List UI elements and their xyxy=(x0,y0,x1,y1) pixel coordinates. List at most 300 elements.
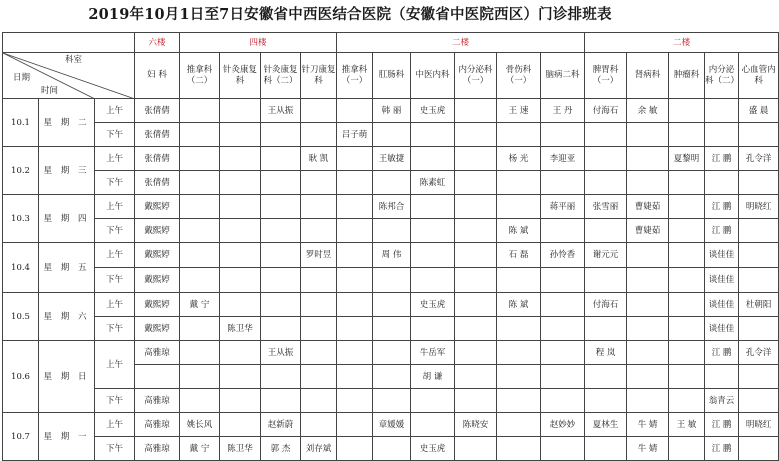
doctor-cell: 张倩倩 xyxy=(135,123,180,147)
doctor-cell xyxy=(301,317,337,341)
doctor-cell: 石 磊 xyxy=(497,243,541,268)
doctor-cell xyxy=(261,243,301,268)
schedule-row xyxy=(3,147,779,171)
doctor-cell: 陈 斌 xyxy=(497,293,541,317)
schedule-row xyxy=(3,293,779,317)
doctor-cell xyxy=(411,389,455,413)
date-cell: 10.5 xyxy=(3,293,39,341)
department-header: 针灸康复科 xyxy=(220,53,261,99)
doctor-cell: 杜朝阳 xyxy=(739,293,779,317)
doctor-cell xyxy=(261,389,301,413)
weekday-cell: 星 期 五 xyxy=(39,243,95,293)
doctor-cell xyxy=(220,123,261,147)
doctor-cell xyxy=(373,123,411,147)
doctor-cell: 杨 光 xyxy=(497,147,541,171)
doctor-cell xyxy=(455,341,497,365)
doctor-cell: 郭 杰 xyxy=(261,437,301,461)
doctor-cell xyxy=(497,171,541,195)
doctor-cell: 明晓红 xyxy=(739,413,779,437)
date-cell: 10.1 xyxy=(3,99,39,147)
doctor-cell: 曹婕茹 xyxy=(627,195,669,219)
doctor-cell: 陈卫华 xyxy=(220,437,261,461)
doctor-cell xyxy=(373,341,411,365)
department-header: 中医内科 xyxy=(411,53,455,99)
doctor-cell xyxy=(669,341,705,365)
doctor-cell xyxy=(585,437,627,461)
corner-time-label: 时间 xyxy=(41,86,59,96)
doctor-cell xyxy=(220,243,261,268)
doctor-cell xyxy=(220,365,261,389)
doctor-cell xyxy=(373,268,411,293)
doctor-cell xyxy=(455,195,497,219)
doctor-cell xyxy=(411,123,455,147)
doctor-cell xyxy=(541,123,585,147)
doctor-cell xyxy=(585,317,627,341)
doctor-cell xyxy=(585,219,627,243)
doctor-cell: 戴熙婷 xyxy=(135,195,180,219)
doctor-cell: 戴熙婷 xyxy=(135,268,180,293)
doctor-cell xyxy=(455,99,497,123)
doctor-cell xyxy=(337,341,373,365)
doctor-cell xyxy=(220,171,261,195)
doctor-cell xyxy=(337,243,373,268)
doctor-cell xyxy=(373,219,411,243)
doctor-cell xyxy=(301,99,337,123)
date-cell: 10.2 xyxy=(3,147,39,195)
doctor-cell xyxy=(411,413,455,437)
doctor-cell xyxy=(337,389,373,413)
doctor-cell xyxy=(739,389,779,413)
department-header: 肾病科 xyxy=(627,53,669,99)
doctor-cell xyxy=(705,171,739,195)
session-cell: 上午 xyxy=(95,99,135,123)
doctor-cell xyxy=(337,293,373,317)
doctor-cell xyxy=(180,99,220,123)
doctor-cell xyxy=(541,317,585,341)
schedule-row xyxy=(3,317,779,341)
doctor-cell: 戴熙婷 xyxy=(135,219,180,243)
doctor-cell xyxy=(373,437,411,461)
doctor-cell xyxy=(497,365,541,389)
doctor-cell: 张倩倩 xyxy=(135,147,180,171)
doctor-cell xyxy=(180,268,220,293)
doctor-cell xyxy=(220,389,261,413)
weekday-cell: 星 期 三 xyxy=(39,147,95,195)
doctor-cell xyxy=(180,243,220,268)
doctor-cell xyxy=(627,341,669,365)
doctor-cell xyxy=(585,147,627,171)
doctor-cell xyxy=(337,171,373,195)
doctor-cell xyxy=(220,195,261,219)
doctor-cell xyxy=(261,195,301,219)
weekday-cell: 星 期 四 xyxy=(39,195,95,243)
doctor-cell xyxy=(669,293,705,317)
session-cell: 下午 xyxy=(95,437,135,461)
doctor-cell xyxy=(220,268,261,293)
doctor-cell: 江 鹏 xyxy=(705,195,739,219)
doctor-cell xyxy=(497,317,541,341)
department-header: 推拿科（一） xyxy=(337,53,373,99)
doctor-cell xyxy=(301,413,337,437)
doctor-cell xyxy=(455,317,497,341)
doctor-cell: 王从振 xyxy=(261,341,301,365)
doctor-cell xyxy=(669,123,705,147)
doctor-cell xyxy=(180,365,220,389)
doctor-cell xyxy=(455,243,497,268)
doctor-cell: 吕子萌 xyxy=(337,123,373,147)
doctor-cell xyxy=(585,365,627,389)
doctor-cell: 陈邦合 xyxy=(373,195,411,219)
doctor-cell xyxy=(497,389,541,413)
doctor-cell xyxy=(455,293,497,317)
department-header: 针刀康复科 xyxy=(301,53,337,99)
doctor-cell xyxy=(220,147,261,171)
doctor-cell: 孔令洋 xyxy=(739,341,779,365)
doctor-cell: 高雅琼 xyxy=(135,413,180,437)
floor-header-2f-a: 二楼 xyxy=(337,33,585,53)
doctor-cell xyxy=(455,219,497,243)
session-cell: 下午 xyxy=(95,268,135,293)
doctor-cell xyxy=(497,268,541,293)
doctor-cell xyxy=(301,195,337,219)
doctor-cell xyxy=(541,293,585,317)
doctor-cell xyxy=(705,365,739,389)
schedule-row xyxy=(3,195,779,219)
doctor-cell: 周 伟 xyxy=(373,243,411,268)
schedule-body xyxy=(3,99,779,461)
doctor-cell xyxy=(301,219,337,243)
doctor-cell: 牛 婧 xyxy=(627,413,669,437)
doctor-cell xyxy=(337,437,373,461)
doctor-cell: 姚长风 xyxy=(180,413,220,437)
department-header: 脾胃科（一） xyxy=(585,53,627,99)
doctor-cell xyxy=(455,171,497,195)
doctor-cell xyxy=(585,389,627,413)
doctor-cell: 戴熙婷 xyxy=(135,317,180,341)
doctor-cell: 耿 凯 xyxy=(301,147,337,171)
doctor-cell: 高雅琼 xyxy=(135,341,180,365)
doctor-cell xyxy=(705,123,739,147)
doctor-cell xyxy=(585,171,627,195)
department-header: 内分泌科（二） xyxy=(705,53,739,99)
doctor-cell: 高雅琼 xyxy=(135,437,180,461)
doctor-cell: 史玉虎 xyxy=(411,293,455,317)
doctor-cell xyxy=(455,437,497,461)
doctor-cell: 赵新蔚 xyxy=(261,413,301,437)
schedule-row xyxy=(3,268,779,293)
schedule-title: 2019年10月1日至7日安徽省中西医结合医院（安徽省中医院西区）门诊排班表 xyxy=(88,6,612,23)
doctor-cell xyxy=(301,123,337,147)
doctor-cell xyxy=(739,171,779,195)
doctor-cell xyxy=(411,268,455,293)
doctor-cell xyxy=(261,317,301,341)
doctor-cell xyxy=(301,365,337,389)
doctor-cell xyxy=(669,268,705,293)
doctor-cell: 李迎亚 xyxy=(541,147,585,171)
doctor-cell xyxy=(627,293,669,317)
doctor-cell xyxy=(497,413,541,437)
doctor-cell: 王 速 xyxy=(497,99,541,123)
doctor-cell: 张倩倩 xyxy=(135,171,180,195)
doctor-cell xyxy=(739,268,779,293)
department-header-row xyxy=(3,53,779,99)
doctor-cell xyxy=(261,123,301,147)
doctor-cell: 余 敏 xyxy=(627,99,669,123)
doctor-cell: 蒋平丽 xyxy=(541,195,585,219)
doctor-cell xyxy=(261,147,301,171)
doctor-cell xyxy=(411,243,455,268)
doctor-cell xyxy=(411,195,455,219)
doctor-cell xyxy=(373,389,411,413)
doctor-cell xyxy=(627,123,669,147)
doctor-cell xyxy=(411,317,455,341)
doctor-cell: 江 鹏 xyxy=(705,219,739,243)
weekday-cell: 星 期 二 xyxy=(39,99,95,147)
doctor-cell xyxy=(669,437,705,461)
doctor-cell xyxy=(497,437,541,461)
doctor-cell: 张倩倩 xyxy=(135,99,180,123)
session-cell: 下午 xyxy=(95,219,135,243)
doctor-cell: 王 丹 xyxy=(541,99,585,123)
doctor-cell xyxy=(220,219,261,243)
doctor-cell: 罗时昱 xyxy=(301,243,337,268)
doctor-cell: 章媛媛 xyxy=(373,413,411,437)
doctor-cell xyxy=(180,147,220,171)
doctor-cell xyxy=(627,268,669,293)
session-cell: 上午 xyxy=(95,413,135,437)
doctor-cell: 谈佳佳 xyxy=(705,243,739,268)
date-cell: 10.7 xyxy=(3,413,39,461)
department-header: 内分泌科（一） xyxy=(455,53,497,99)
doctor-cell xyxy=(541,219,585,243)
doctor-cell xyxy=(180,219,220,243)
doctor-cell xyxy=(337,317,373,341)
doctor-cell xyxy=(627,171,669,195)
doctor-cell xyxy=(739,317,779,341)
doctor-cell xyxy=(220,341,261,365)
doctor-cell: 赵妙妙 xyxy=(541,413,585,437)
doctor-cell xyxy=(669,171,705,195)
schedule-row xyxy=(3,219,779,243)
doctor-cell: 史玉虎 xyxy=(411,437,455,461)
doctor-cell xyxy=(739,123,779,147)
doctor-cell xyxy=(541,437,585,461)
floor-header-4f: 四楼 xyxy=(180,33,337,53)
doctor-cell xyxy=(669,317,705,341)
doctor-cell xyxy=(739,219,779,243)
department-header: 脑病二科 xyxy=(541,53,585,99)
session-cell: 上午 xyxy=(95,293,135,317)
schedule-row xyxy=(3,243,779,268)
date-cell: 10.4 xyxy=(3,243,39,293)
doctor-cell xyxy=(180,317,220,341)
doctor-cell xyxy=(455,389,497,413)
doctor-cell xyxy=(455,365,497,389)
doctor-cell: 戴 宁 xyxy=(180,293,220,317)
doctor-cell: 戴 宁 xyxy=(180,437,220,461)
doctor-cell: 盛 晨 xyxy=(739,99,779,123)
doctor-cell: 程 岚 xyxy=(585,341,627,365)
doctor-cell xyxy=(627,147,669,171)
schedule-row xyxy=(3,341,779,365)
doctor-cell: 牛 婧 xyxy=(627,437,669,461)
session-cell: 上午 xyxy=(95,147,135,171)
doctor-cell xyxy=(337,413,373,437)
doctor-cell xyxy=(180,341,220,365)
doctor-cell: 谈佳佳 xyxy=(705,317,739,341)
schedule-row xyxy=(3,123,779,147)
doctor-cell xyxy=(135,365,180,389)
doctor-cell xyxy=(455,268,497,293)
session-cell: 下午 xyxy=(95,389,135,413)
doctor-cell xyxy=(261,365,301,389)
schedule-row xyxy=(3,171,779,195)
department-header: 骨伤科（一） xyxy=(497,53,541,99)
doctor-cell: 孔令洋 xyxy=(739,147,779,171)
doctor-cell xyxy=(669,99,705,123)
doctor-cell: 王 敏 xyxy=(669,413,705,437)
doctor-cell xyxy=(627,317,669,341)
doctor-cell xyxy=(739,437,779,461)
doctor-cell xyxy=(301,341,337,365)
doctor-cell xyxy=(411,147,455,171)
department-header: 针灸康复科（二） xyxy=(261,53,301,99)
doctor-cell xyxy=(497,123,541,147)
doctor-cell: 胡 谦 xyxy=(411,365,455,389)
doctor-cell xyxy=(541,365,585,389)
doctor-cell: 明晓红 xyxy=(739,195,779,219)
date-cell: 10.6 xyxy=(3,341,39,413)
doctor-cell: 牛岳军 xyxy=(411,341,455,365)
doctor-cell xyxy=(373,365,411,389)
doctor-cell xyxy=(337,219,373,243)
doctor-cell xyxy=(455,147,497,171)
doctor-cell xyxy=(261,268,301,293)
doctor-cell: 陈卫华 xyxy=(220,317,261,341)
doctor-cell xyxy=(337,147,373,171)
doctor-cell: 谈佳佳 xyxy=(705,268,739,293)
schedule-table xyxy=(2,32,779,461)
doctor-cell xyxy=(497,341,541,365)
department-header: 肿瘤科 xyxy=(669,53,705,99)
doctor-cell xyxy=(541,268,585,293)
doctor-cell: 江 鹏 xyxy=(705,437,739,461)
doctor-cell xyxy=(261,171,301,195)
doctor-cell xyxy=(411,219,455,243)
doctor-cell: 付海石 xyxy=(585,293,627,317)
doctor-cell xyxy=(669,195,705,219)
doctor-cell: 陈晓安 xyxy=(455,413,497,437)
doctor-cell: 韩 丽 xyxy=(373,99,411,123)
doctor-cell: 夏林生 xyxy=(585,413,627,437)
doctor-cell xyxy=(585,268,627,293)
department-header: 心血管内科 xyxy=(739,53,779,99)
doctor-cell xyxy=(180,195,220,219)
date-cell: 10.3 xyxy=(3,195,39,243)
doctor-cell xyxy=(705,99,739,123)
doctor-cell xyxy=(585,123,627,147)
corner-date-label: 日期 xyxy=(13,73,31,83)
floor-header-blank xyxy=(3,33,135,53)
doctor-cell xyxy=(669,389,705,413)
doctor-cell: 曹婕茹 xyxy=(627,219,669,243)
doctor-cell xyxy=(373,171,411,195)
doctor-cell: 谢元元 xyxy=(585,243,627,268)
doctor-cell: 付海石 xyxy=(585,99,627,123)
schedule-row xyxy=(3,99,779,123)
doctor-cell: 张雪丽 xyxy=(585,195,627,219)
doctor-cell: 刘存斌 xyxy=(301,437,337,461)
doctor-cell xyxy=(669,243,705,268)
doctor-cell xyxy=(541,389,585,413)
session-cell: 上午 xyxy=(95,243,135,268)
doctor-cell xyxy=(541,341,585,365)
doctor-cell: 陈 斌 xyxy=(497,219,541,243)
schedule-row xyxy=(3,389,779,413)
doctor-cell: 戴熙婷 xyxy=(135,243,180,268)
doctor-cell xyxy=(627,365,669,389)
doctor-cell xyxy=(180,389,220,413)
doctor-cell: 高雅琼 xyxy=(135,389,180,413)
weekday-cell: 星 期 一 xyxy=(39,413,95,461)
doctor-cell xyxy=(180,123,220,147)
doctor-cell xyxy=(739,243,779,268)
corner-dept-label: 科室 xyxy=(65,55,83,65)
floor-header-6f: 六楼 xyxy=(135,33,180,53)
doctor-cell xyxy=(669,365,705,389)
doctor-cell xyxy=(261,293,301,317)
doctor-cell xyxy=(301,268,337,293)
doctor-cell: 谈佳佳 xyxy=(705,293,739,317)
doctor-cell: 孙怜香 xyxy=(541,243,585,268)
doctor-cell xyxy=(220,413,261,437)
doctor-cell: 江 鹏 xyxy=(705,413,739,437)
doctor-cell: 翁青云 xyxy=(705,389,739,413)
doctor-cell: 史玉虎 xyxy=(411,99,455,123)
department-header: 妇 科 xyxy=(135,53,180,99)
doctor-cell xyxy=(337,268,373,293)
weekday-cell: 星 期 日 xyxy=(39,341,95,413)
doctor-cell xyxy=(301,389,337,413)
doctor-cell: 夏黎明 xyxy=(669,147,705,171)
weekday-cell: 星 期 六 xyxy=(39,293,95,341)
doctor-cell xyxy=(373,317,411,341)
doctor-cell xyxy=(497,195,541,219)
doctor-cell xyxy=(301,293,337,317)
doctor-cell: 戴熙婷 xyxy=(135,293,180,317)
doctor-cell xyxy=(669,219,705,243)
session-cell: 下午 xyxy=(95,317,135,341)
doctor-cell: 江 鹏 xyxy=(705,147,739,171)
doctor-cell xyxy=(373,293,411,317)
session-cell: 下午 xyxy=(95,123,135,147)
doctor-cell: 江 鹏 xyxy=(705,341,739,365)
doctor-cell: 王从振 xyxy=(261,99,301,123)
doctor-cell xyxy=(261,219,301,243)
department-header: 推拿科（二） xyxy=(180,53,220,99)
doctor-cell xyxy=(337,99,373,123)
corner-cell xyxy=(3,53,135,99)
floor-header-2f-b: 二楼 xyxy=(585,33,779,53)
schedule-row xyxy=(3,437,779,461)
doctor-cell xyxy=(337,195,373,219)
doctor-cell xyxy=(337,365,373,389)
doctor-cell xyxy=(301,171,337,195)
doctor-cell xyxy=(180,171,220,195)
doctor-cell xyxy=(220,99,261,123)
session-cell: 下午 xyxy=(95,171,135,195)
doctor-cell xyxy=(627,243,669,268)
